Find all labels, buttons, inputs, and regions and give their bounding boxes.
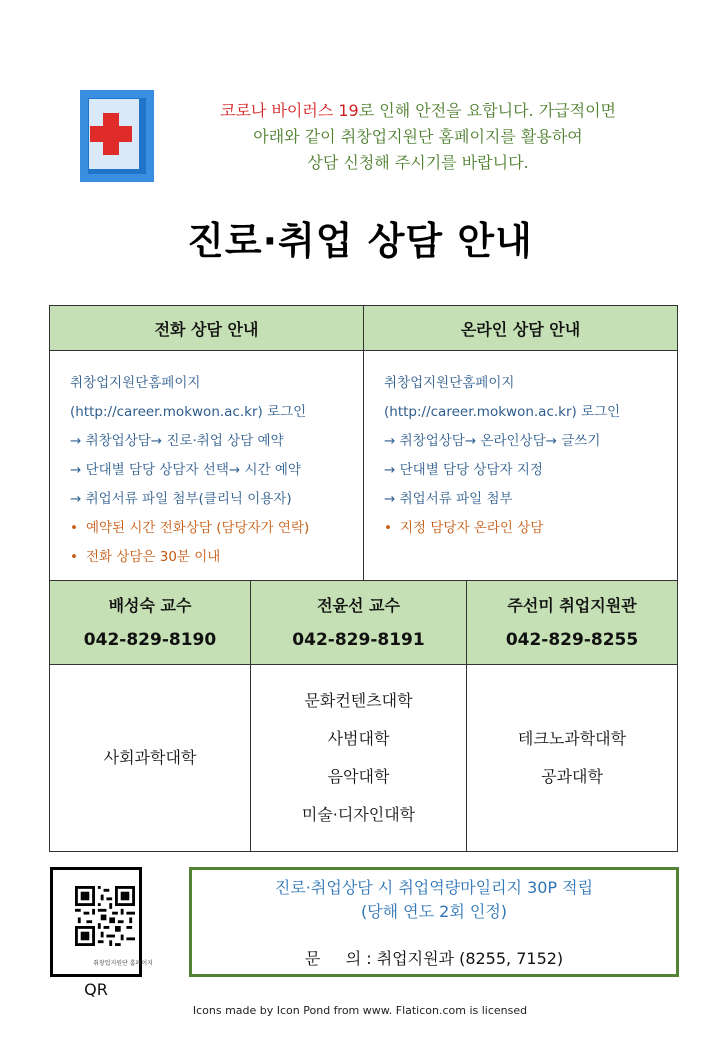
instruction-line: → 취업서류 파일 첨부(클리닉 이용자) (70, 491, 292, 507)
college-name: 미술·디자인대학 (301, 805, 416, 824)
contact-name: 주선미 취업지원관 (507, 596, 637, 615)
corona-notice (168, 98, 668, 176)
instruction-line: → 단대별 담당 상담자 선택→ 시간 예약 (70, 462, 301, 478)
contact-0 (50, 581, 251, 665)
phone-counsel-body (50, 351, 364, 581)
notice-line2: 아래와 같이 취창업지원단 홈페이지를 활용하여 (253, 127, 583, 146)
contact-name: 배성숙 교수 (108, 596, 192, 615)
notice-red-text: 코로나 바이러스 19 (219, 101, 359, 120)
college-name: 사회과학대학 (103, 748, 197, 767)
colleges-2 (467, 665, 678, 852)
contact-phone: 042-829-8190 (83, 630, 217, 650)
college-name: 공과대학 (541, 767, 603, 786)
online-counsel-header: 온라인 상담 안내 (364, 306, 678, 351)
mileage-line1: 진로·취업상담 시 취업역량마일리지 30P 적립 (274, 878, 594, 897)
college-name: 사범대학 (327, 729, 390, 748)
qr-code-frame[interactable] (50, 867, 153, 977)
counseling-table (49, 305, 678, 852)
notice-line3: 상담 신청해 주시기를 바랍니다. (307, 153, 529, 172)
mileage-info-box (189, 867, 679, 977)
college-name: 문화컨텐츠대학 (304, 691, 413, 710)
college-name: 음악대학 (327, 767, 390, 786)
college-name: 테크노과학대학 (517, 729, 627, 748)
medical-cross-icon (80, 90, 154, 182)
instruction-line: (http://career.mokwon.ac.kr) 로그인 (384, 404, 621, 420)
qr-caption: 취창업지원단 홈페이지 (93, 960, 153, 967)
contact-phone: 042-829-8191 (292, 630, 425, 650)
instruction-line: → 취창업상담→ 온라인상담→ 글쓰기 (384, 433, 601, 449)
instruction-line: 취창업지원단홈페이지 (384, 375, 515, 391)
bullet-line: • 예약된 시간 전화상담 (담당자가 연락) (70, 514, 363, 543)
contact-1 (251, 581, 467, 665)
page-title: 진로·취업 상담 안내 (187, 219, 533, 263)
mileage-line2: (당해 연도 2회 인정) (360, 902, 508, 921)
instruction-line: (http://career.mokwon.ac.kr) 로그인 (70, 404, 307, 420)
bullet-line: • 전화 상담은 30분 이내 (70, 543, 363, 572)
phone-counsel-header: 전화 상담 안내 (50, 306, 364, 351)
notice-line1: 로 인해 안전을 요합니다. 가급적이면 (358, 101, 616, 120)
contact-phone: 042-829-8255 (505, 630, 639, 650)
contact-name: 전윤선 교수 (317, 596, 400, 615)
instruction-line: → 단대별 담당 상담자 지정 (384, 462, 543, 478)
instruction-line: 취창업지원단홈페이지 (70, 375, 201, 391)
qr-code-icon (75, 886, 135, 946)
instruction-line: → 취창업상담→ 진로·취업 상담 예약 (70, 433, 284, 449)
bullet-line: • 지정 담당자 온라인 상담 (384, 514, 677, 543)
icon-credit: Icons made by Icon Pond from www. Flaticon.com is licensed (192, 1004, 528, 1017)
contact-2 (467, 581, 678, 665)
qr-label: QR (84, 980, 108, 999)
instruction-line: → 취업서류 파일 첨부 (384, 491, 513, 507)
inquiry-line: 문 의 : 취업지원과 (8255, 7152) (304, 949, 564, 968)
online-counsel-body (364, 351, 678, 581)
colleges-0 (50, 665, 251, 852)
colleges-1 (251, 665, 467, 852)
